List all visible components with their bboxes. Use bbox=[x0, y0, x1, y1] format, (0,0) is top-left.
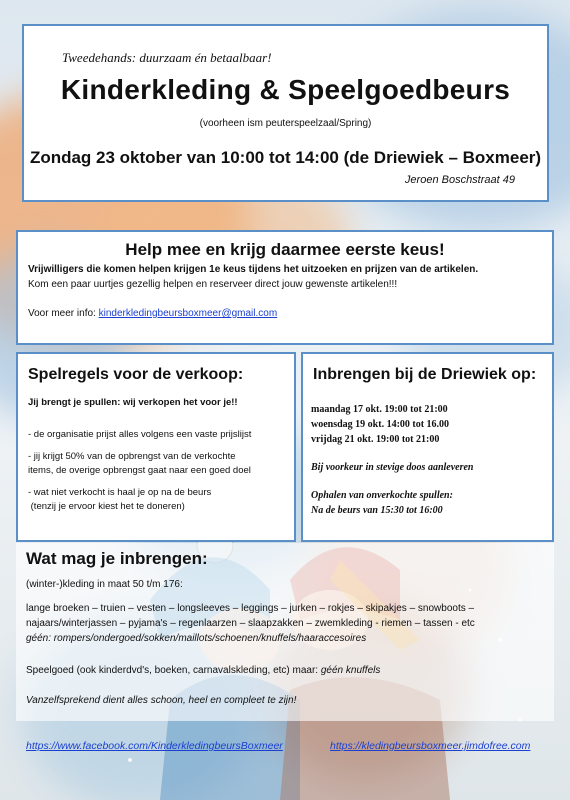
volunteer-text-2: Kom een paar uurtjes gezellig helpen en reserveer direct jouw gewenste artikelen!!! bbox=[28, 279, 398, 290]
drop-off-time: woensdag 19 okt. 14:00 tot 16.00 bbox=[311, 419, 450, 430]
more-info bbox=[28, 308, 277, 319]
clothing-list-1: lange broeken – truien – vesten – longsleeves – leggings – jurken – rokjes – skipakjes – snowboots – bbox=[26, 603, 475, 614]
rules-intro: Jij brengt je spullen: wij verkopen het voor je!! bbox=[28, 397, 238, 408]
volunteer-text-1: Vrijwilligers die komen helpen krijgen 1e keus tijdens het uitzoeken en prijzen van de artikelen. bbox=[28, 264, 479, 275]
allowed-title: Wat mag je inbrengen: bbox=[26, 549, 208, 568]
drop-off-box bbox=[301, 352, 554, 542]
drop-off-time: vrijdag 21 okt. 19:00 tot 21:00 bbox=[311, 434, 440, 445]
allowed-items-panel bbox=[16, 543, 554, 721]
rule-item: - jij krijgt 50% van de opbrengst van de verkochte bbox=[28, 451, 236, 462]
event-date: Zondag 23 oktober van 10:00 tot 14:00 (de Driewiek – Boxmeer) bbox=[29, 148, 542, 167]
toys-exception: géén knuffels bbox=[320, 665, 381, 676]
condition-note: Vanzelfsprekend dient alles schoon, heel en compleet te zijn! bbox=[26, 695, 297, 706]
drop-off-time: maandag 17 okt. 19:00 tot 21:00 bbox=[311, 404, 448, 415]
event-address: Jeroen Boschstraat 49 bbox=[404, 174, 515, 186]
clothing-intro: (winter-)kleding in maat 50 t/m 176: bbox=[26, 579, 183, 590]
rule-item: items, de overige opbrengst gaat naar een goed doel bbox=[28, 465, 251, 476]
rule-item: - de organisatie prijst alles volgens een vaste prijslijst bbox=[28, 429, 252, 440]
website-link[interactable]: https://kledingbeursboxmeer.jimdofree.com bbox=[330, 740, 531, 752]
drop-off-note: Bij voorkeur in stevige doos aanleveren bbox=[311, 462, 474, 473]
email-link[interactable]: kinderkledingbeursboxmeer@gmail.com bbox=[98, 308, 278, 319]
toys-line bbox=[26, 665, 380, 676]
rule-item: (tenzij je ervoor kiest het te doneren) bbox=[28, 501, 185, 512]
volunteer-title: Help mee en krijg daarmee eerste keus! bbox=[125, 240, 445, 259]
toys-text: Speelgoed (ook kinderdvd's, boeken, carnavalskleding, etc) maar: bbox=[26, 665, 321, 676]
rule-item: - wat niet verkocht is haal je op na de beurs bbox=[28, 487, 212, 498]
volunteer-box bbox=[16, 230, 554, 345]
tagline: Tweedehands: duurzaam én betaalbaar! bbox=[62, 50, 272, 65]
sales-rules-box bbox=[16, 352, 296, 542]
drop-off-title: Inbrengen bij de Driewiek op: bbox=[313, 366, 537, 383]
facebook-link[interactable]: https://www.facebook.com/KinderkledingbeursBoxmeer bbox=[26, 740, 283, 752]
header-box bbox=[22, 24, 549, 202]
subtitle: (voorheen ism peuterspeelzaal/Spring) bbox=[199, 118, 372, 129]
not-allowed-list: géén: rompers/ondergoed/sokken/maillots/schoenen/knuffels/haaraccesoires bbox=[26, 633, 367, 644]
more-info-label: Voor meer info: bbox=[28, 308, 99, 319]
pickup-time: Na de beurs van 15:30 tot 16:00 bbox=[311, 505, 443, 516]
clothing-list-2: najaars/winterjassen – pyjama's – regenlaarzen – slaapzakken – zwemkleding - riemen – tassen - etc bbox=[26, 618, 475, 629]
rules-title: Spelregels voor de verkoop: bbox=[28, 366, 244, 383]
pickup-title: Ophalen van onverkochte spullen: bbox=[311, 490, 453, 501]
page-title: Kinderkleding & Speelgoedbeurs bbox=[60, 74, 511, 105]
